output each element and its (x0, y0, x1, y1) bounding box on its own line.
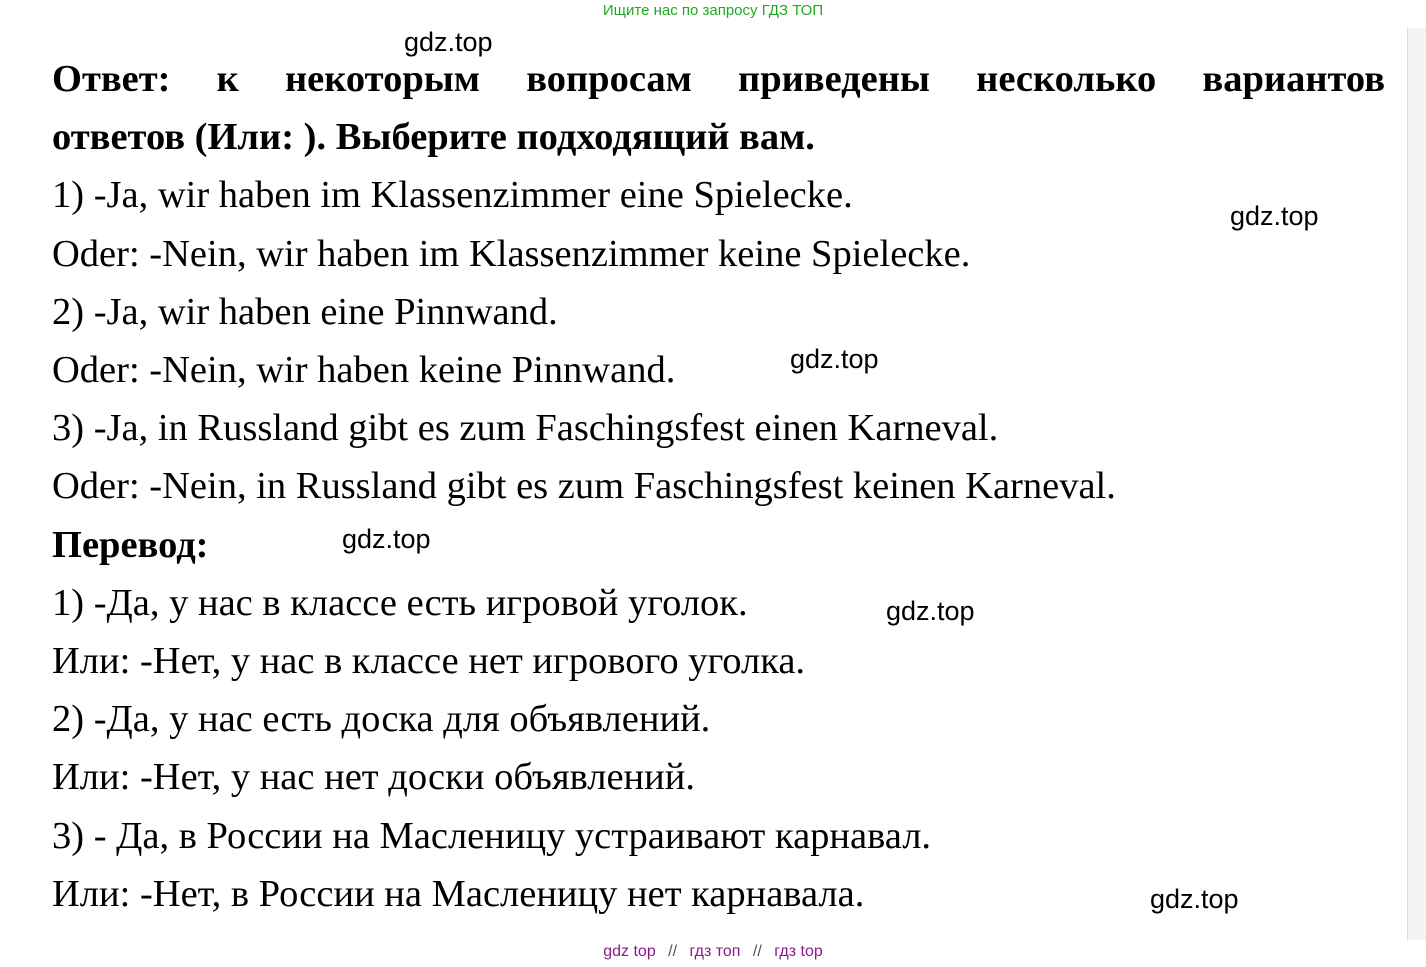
russian-translation-line: Или: -Нет, у нас в классе нет игрового уголка. (52, 640, 806, 683)
translation-heading: Перевод: (52, 523, 209, 566)
german-answer-line: 1) -Ja, wir haben im Klassenzimmer eine Spielecke. (52, 174, 853, 217)
side-scroll-strip (1407, 28, 1426, 940)
german-answer-line: 3) -Ja, in Russland gibt es zum Faschingsfest einen Karneval. (52, 407, 999, 450)
watermark: gdz.top (790, 344, 879, 374)
watermark: gdz.top (1230, 201, 1319, 231)
footer-link-gdz-top[interactable]: gdz top (603, 943, 656, 960)
answer-content (52, 50, 1385, 923)
german-answer-line: Oder: -Nein, wir haben keine Pinnwand. (52, 349, 676, 392)
watermark: gdz.top (1150, 884, 1239, 914)
watermark: gdz.top (404, 27, 493, 57)
german-answer-line: Oder: -Nein, wir haben im Klassenzimmer keine Spielecke. (52, 232, 971, 275)
russian-translation-line: 1) -Да, у нас в классе есть игровой уголок. (52, 581, 748, 624)
footer-link-gdz-top-ru[interactable]: гдз топ (689, 943, 741, 960)
russian-translation-line: 2) -Да, у нас есть доска для объявлений. (52, 698, 711, 741)
watermark: gdz.top (886, 596, 975, 626)
top-banner-link[interactable]: Ищите нас по запросу ГДЗ ТОП (602, 2, 824, 19)
answer-heading-line-1: Ответ: к некоторым вопросам приведены несколько вариантов (52, 58, 1385, 100)
answer-heading-line-2: ответов (Или: ). Выберите подходящий вам. (52, 116, 815, 159)
german-answer-line: Oder: -Nein, in Russland gibt es zum Faschingsfest keinen Karneval. (52, 465, 1116, 508)
footer-separator: // (668, 943, 678, 960)
russian-translation-line: 3) - Да, в России на Масленицу устраивают карнавал. (52, 814, 932, 857)
watermark: gdz.top (342, 524, 431, 554)
russian-translation-line: Или: -Нет, у нас нет доски объявлений. (52, 756, 695, 799)
german-answer-line: 2) -Ja, wir haben eine Pinnwand. (52, 290, 558, 333)
russian-translation-line: Или: -Нет, в России на Масленицу нет карнавала. (52, 872, 865, 915)
footer-links (0, 940, 1426, 964)
footer-link-gdz-top-mixed[interactable]: гдз top (774, 943, 823, 960)
footer-separator: // (752, 943, 762, 960)
